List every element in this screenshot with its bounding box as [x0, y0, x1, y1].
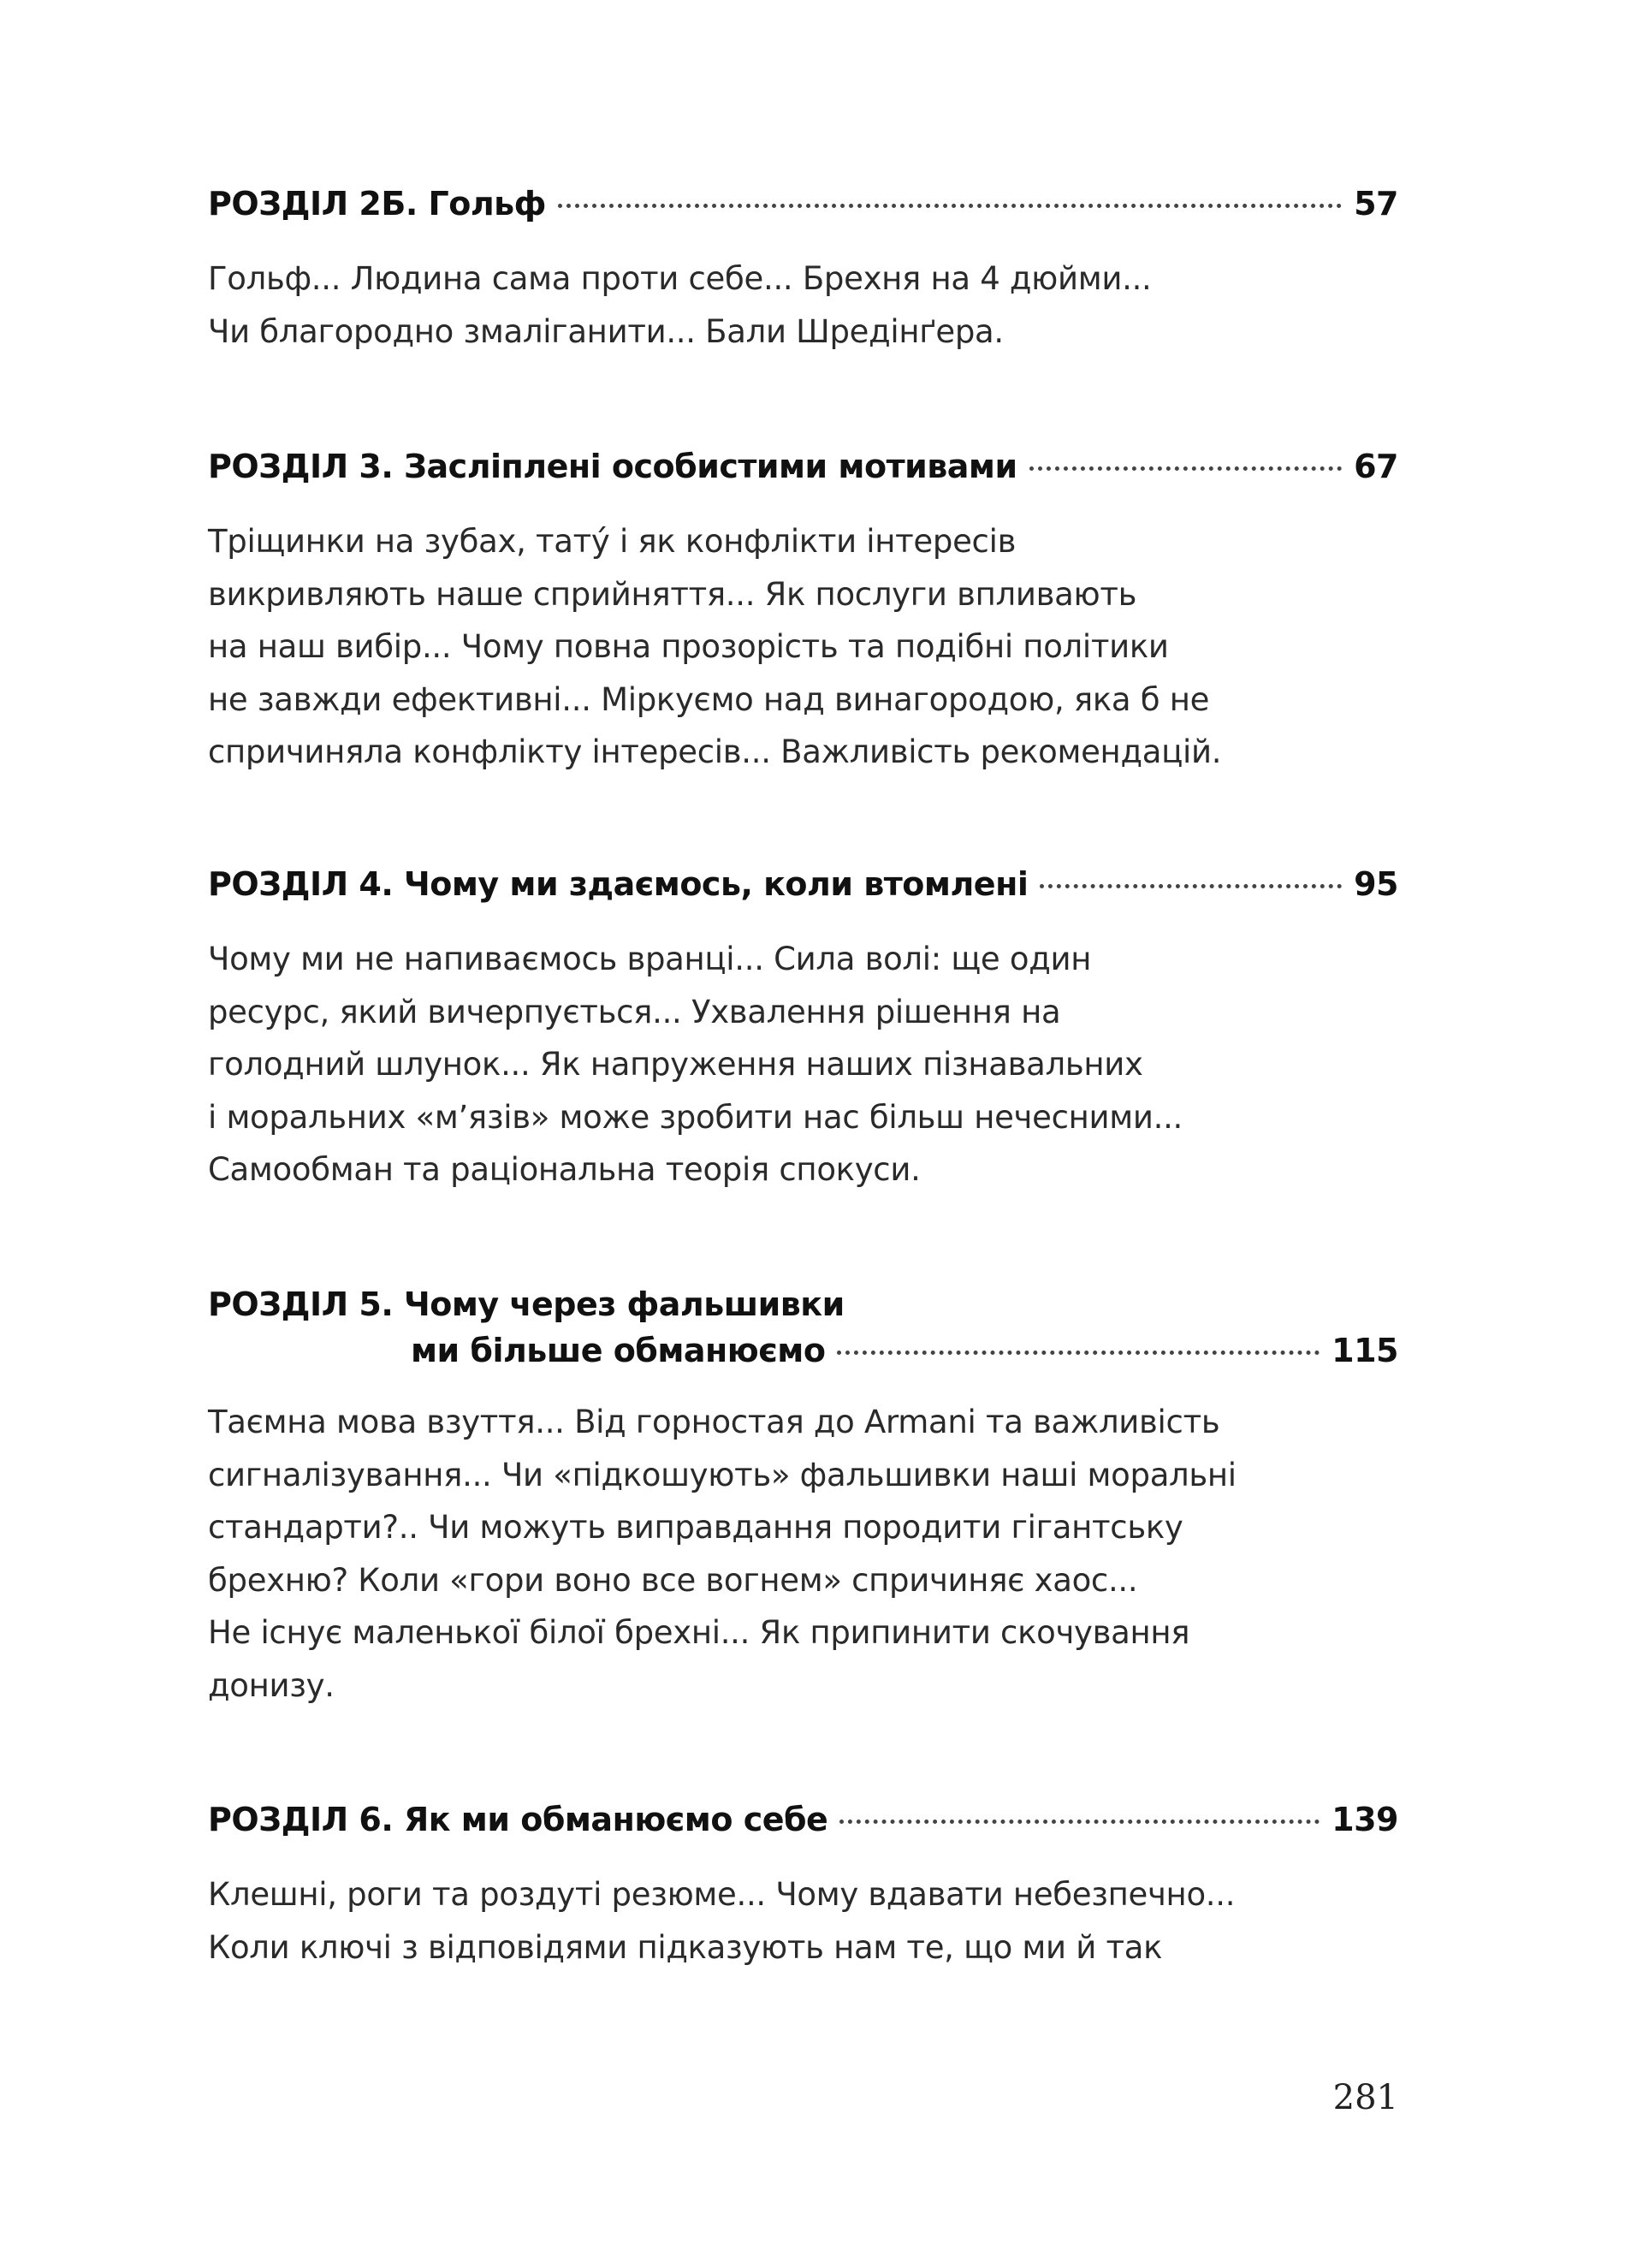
chapter-heading	[208, 858, 1398, 911]
chapter-title: РОЗДІЛ 3. Засліплені особистими мотивами	[208, 448, 1017, 485]
page-number: 281	[1332, 2078, 1398, 2117]
summary-line: спричиняла конфлікту інтересів... Важливість рекомендацій.	[208, 733, 1222, 770]
summary-line: і моральних «м’язів» може зробити нас більш нечесними...	[208, 1098, 1183, 1136]
chapter-title: РОЗДІЛ 6. Як ми обманюємо себе	[208, 1801, 828, 1838]
chapter-summary	[208, 515, 1398, 779]
summary-line: викривляють наше сприйняття... Як послуги впливають	[208, 575, 1137, 613]
summary-line: голодний шлунок... Як напруження наших пізнавальних	[208, 1046, 1143, 1083]
summary-line: на наш вибір... Чому повна прозорість та подібні політики	[208, 628, 1169, 665]
dot-leader	[839, 1820, 1320, 1824]
toc-entry-chapter-5	[208, 1281, 1398, 1712]
dot-leader	[1029, 466, 1343, 471]
chapter-heading	[208, 177, 1398, 230]
summary-line: стандарти?.. Чи можуть виправдання породити гігантську	[208, 1509, 1183, 1546]
summary-line: сигналізування... Чи «підкошують» фальшивки наші моральні	[208, 1456, 1237, 1493]
chapter-page: 57	[1354, 185, 1398, 223]
chapter-title: РОЗДІЛ 4. Чому ми здаємось, коли втомлені	[208, 865, 1029, 903]
dot-leader	[1040, 884, 1342, 888]
toc-entry-chapter-2b	[208, 177, 1398, 358]
summary-line: Таємна мова взуття... Від горностая до Armani та важливість	[208, 1404, 1220, 1440]
summary-line: Тріщинки на зубах, тату́ і як конфлікти інтересів	[208, 523, 1017, 560]
summary-line: Гольф... Людина сама проти себе... Брехня на 4 дюйми...	[208, 260, 1152, 297]
chapter-summary	[208, 1396, 1398, 1712]
summary-line: Не існує маленької білої брехні... Як припинити скочування	[208, 1614, 1190, 1651]
chapter-title-line-2: ми більше обманюємо	[411, 1332, 826, 1369]
chapter-page: 67	[1354, 448, 1398, 485]
chapter-summary	[208, 252, 1398, 358]
toc-entry-chapter-4	[208, 858, 1398, 1196]
summary-line: Чому ми не напиваємось вранці... Сила волі: ще один	[208, 941, 1092, 977]
chapter-page: 95	[1354, 865, 1398, 903]
summary-line: Коли ключі з відповідями підказують нам те, що ми й так	[208, 1928, 1163, 1966]
summary-line: донизу.	[208, 1666, 335, 1704]
summary-line: брехню? Коли «гори воно все вогнем» спричиняє хаос...	[208, 1561, 1138, 1599]
toc-entry-chapter-6	[208, 1793, 1398, 1974]
chapter-title-line-1: РОЗДІЛ 5. Чому через фальшивки	[208, 1285, 845, 1323]
chapter-summary	[208, 1868, 1398, 1974]
chapter-heading	[208, 1281, 1398, 1374]
toc-entry-chapter-3	[208, 440, 1398, 779]
dot-leader	[837, 1351, 1320, 1355]
summary-line: Самообман та раціональна теорія спокуси.	[208, 1151, 921, 1188]
chapter-summary	[208, 933, 1398, 1196]
chapter-page: 115	[1332, 1332, 1398, 1369]
summary-line: Клешні, роги та роздуті резюме... Чому вдавати небезпечно...	[208, 1876, 1236, 1913]
chapter-heading	[208, 1793, 1398, 1846]
summary-line: Чи благородно змаліганити... Бали Шредінґера.	[208, 312, 1004, 350]
chapter-heading	[208, 440, 1398, 493]
chapter-title: РОЗДІЛ 2Б. Гольф	[208, 185, 546, 223]
chapter-page: 139	[1332, 1801, 1398, 1838]
dot-leader	[558, 204, 1342, 208]
summary-line: ресурс, який вичерпується... Ухвалення рішення на	[208, 993, 1061, 1030]
summary-line: не завжди ефективні... Міркуємо над винагородою, яка б не	[208, 680, 1210, 718]
